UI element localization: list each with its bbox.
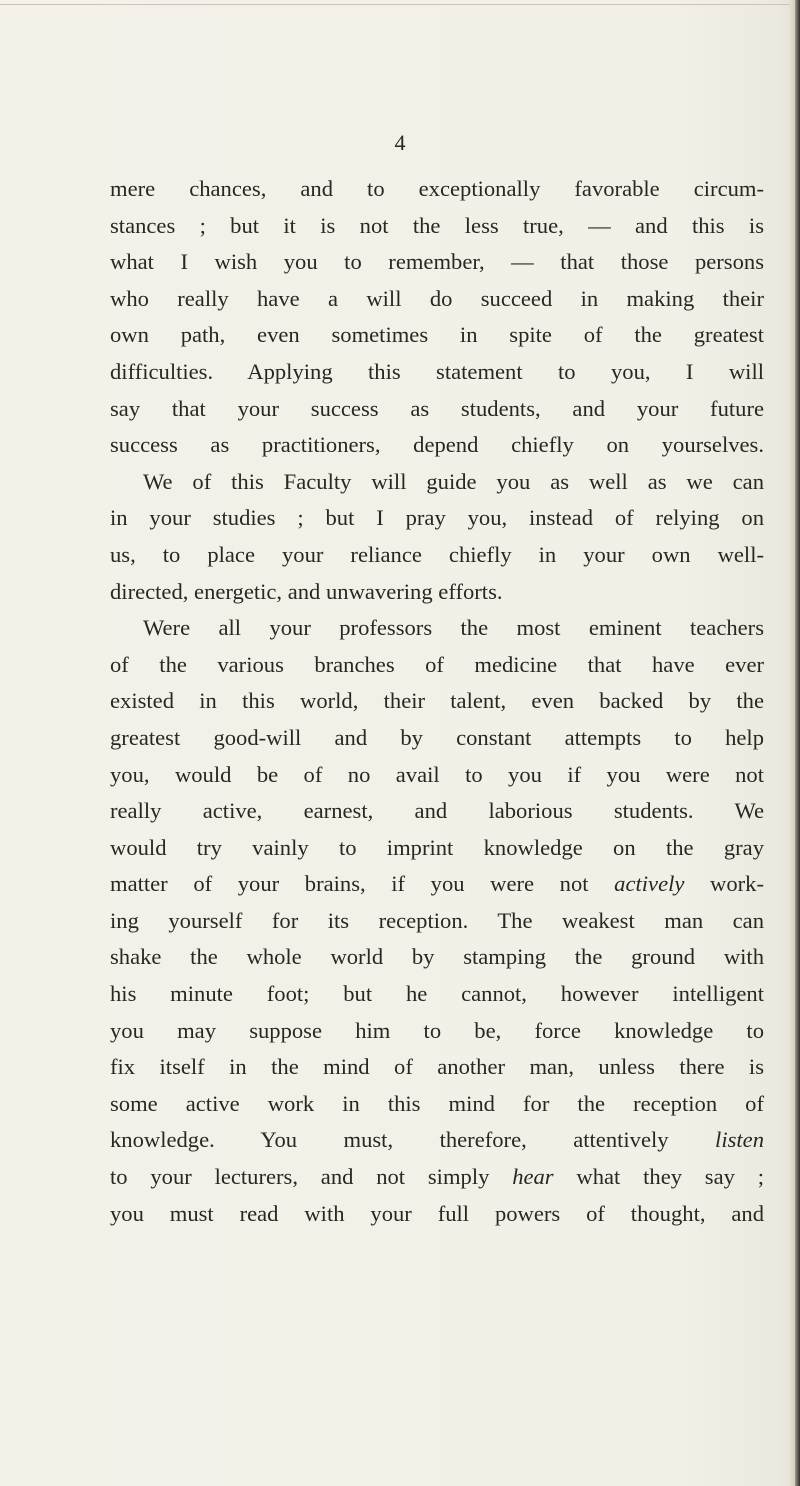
text-run: what they say ; <box>553 1164 764 1190</box>
text-line: success as practitioners, depend chiefly on yourselves. <box>110 432 764 458</box>
text-line <box>110 866 764 903</box>
text-line: existed in this world, their talent, even backed by the <box>110 688 764 714</box>
text-line: We of this Faculty will guide you as well as we can <box>143 468 764 494</box>
text-line: his minute foot; but he cannot, however intelligent <box>110 981 764 1007</box>
text-run: to your lecturers, and not simply <box>110 1164 513 1190</box>
text-line: what I wish you to remember, — that those persons <box>110 249 764 275</box>
text-line: ing yourself for its reception. The weakest man can <box>110 907 764 933</box>
italic-word: actively <box>614 871 685 897</box>
text-line: own path, even sometimes in spite of the greatest <box>110 322 764 348</box>
text-line: you, would be of no avail to you if you were not <box>110 761 764 787</box>
text-line: us, to place your reliance chiefly in your own well- <box>110 541 764 567</box>
text-line: stances ; but it is not the less true, — and this is <box>110 212 764 238</box>
text-line: in your studies ; but I pray you, instead of relying on <box>110 505 764 531</box>
italic-word: listen <box>715 1127 764 1153</box>
text-line: mere chances, and to exceptionally favorable circum- <box>110 176 764 201</box>
text-line: Were all your professors the most eminent teachers <box>143 615 764 641</box>
italic-word: hear <box>512 1164 554 1190</box>
text-line <box>110 1122 764 1159</box>
text-line: who really have a will do succeed in making their <box>110 285 764 311</box>
text-line: shake the whole world by stamping the ground with <box>110 944 764 970</box>
text-run: work- <box>684 871 764 897</box>
text-line: you must read with your full powers of thought, and <box>110 1200 764 1226</box>
text-line: of the various branches of medicine that have ever <box>110 651 764 677</box>
binding-edge <box>795 0 800 1486</box>
text-line: you may suppose him to be, force knowledge to <box>110 1017 764 1043</box>
text-line: fix itself in the mind of another man, unless there is <box>110 1054 764 1080</box>
body-text <box>110 171 764 1232</box>
text-line: greatest good-will and by constant attempts to help <box>110 724 764 750</box>
text-line: directed, energetic, and unwavering efforts. <box>110 578 503 604</box>
text-line: say that your success as students, and your future <box>110 395 764 421</box>
top-edge-line <box>0 4 790 5</box>
text-line <box>110 1159 764 1196</box>
text-line: some active work in this mind for the reception of <box>110 1090 764 1116</box>
text-run: knowledge. You must, therefore, attentively <box>110 1127 716 1153</box>
text-line: would try vainly to imprint knowledge on the gray <box>110 834 764 860</box>
page-number: 4 <box>394 130 406 155</box>
text-line: really active, earnest, and laborious students. We <box>110 798 764 824</box>
text-line: difficulties. Applying this statement to you, I will <box>110 358 764 384</box>
text-run: matter of your brains, if you were not <box>110 871 615 897</box>
